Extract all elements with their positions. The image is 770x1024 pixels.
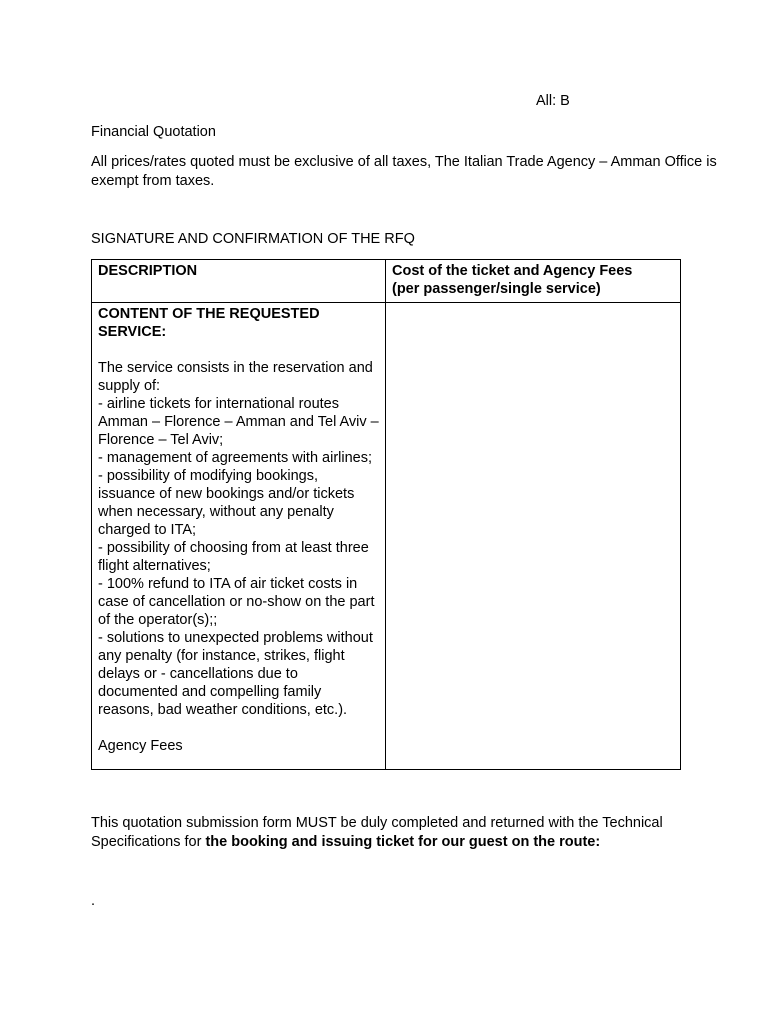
- submission-text: This quotation submission form MUST be duly completed and returned with the Technical Specifications for: [91, 815, 663, 850]
- service-line-airline-tickets: - airline tickets for international routes Amman – Florence – Amman and Tel Aviv – Florence – Tel Aviv;: [98, 396, 379, 448]
- trailing-dot: .: [91, 893, 96, 909]
- content-title: CONTENT OF THE REQUESTED SERVICE:: [98, 306, 320, 340]
- cost-header-line1: Cost of the ticket and Agency Fees: [392, 263, 633, 279]
- table-content-row: [92, 303, 681, 770]
- signature-heading: SIGNATURE AND CONFIRMATION OF THE RFQ: [91, 231, 415, 247]
- service-line-refund: - 100% refund to ITA of air ticket costs in case of cancellation or no-show on the part of the operator(s);;: [98, 576, 375, 628]
- submission-instructions: [91, 814, 741, 852]
- service-line-flight-alternatives: - possibility of choosing from at least three flight alternatives;: [98, 540, 369, 574]
- service-line-agreements: - management of agreements with airlines;: [98, 450, 373, 466]
- service-line-unexpected-problems: - solutions to unexpected problems without any penalty (for instance, strikes, flight delays or - cancellations due to documented and compelling family reasons, bad weather conditions, etc.).: [98, 630, 373, 718]
- cost-header-line2: (per passenger/single service): [392, 281, 601, 297]
- quotation-table: [91, 259, 681, 770]
- annex-label: All: B: [536, 93, 570, 109]
- service-intro-line: The service consists in the reservation and supply of:: [98, 360, 373, 394]
- cost-entry-cell[interactable]: [386, 303, 681, 770]
- table-header-row: [92, 260, 681, 303]
- cost-header: [386, 260, 681, 303]
- service-line-modifying-bookings: - possibility of modifying bookings, issuance of new bookings and/or tickets when necessary, without any penalty charged to ITA;: [98, 468, 355, 538]
- document-heading: Financial Quotation: [91, 124, 216, 140]
- service-description-cell: [92, 303, 386, 770]
- description-header: DESCRIPTION: [92, 260, 386, 303]
- tax-exemption-paragraph: All prices/rates quoted must be exclusive of all taxes, The Italian Trade Agency – Amman Office is exempt from taxes.: [91, 154, 717, 189]
- submission-route-text: the booking and issuing ticket for our guest on the route:: [205, 834, 601, 850]
- agency-fees-label: Agency Fees: [98, 738, 183, 754]
